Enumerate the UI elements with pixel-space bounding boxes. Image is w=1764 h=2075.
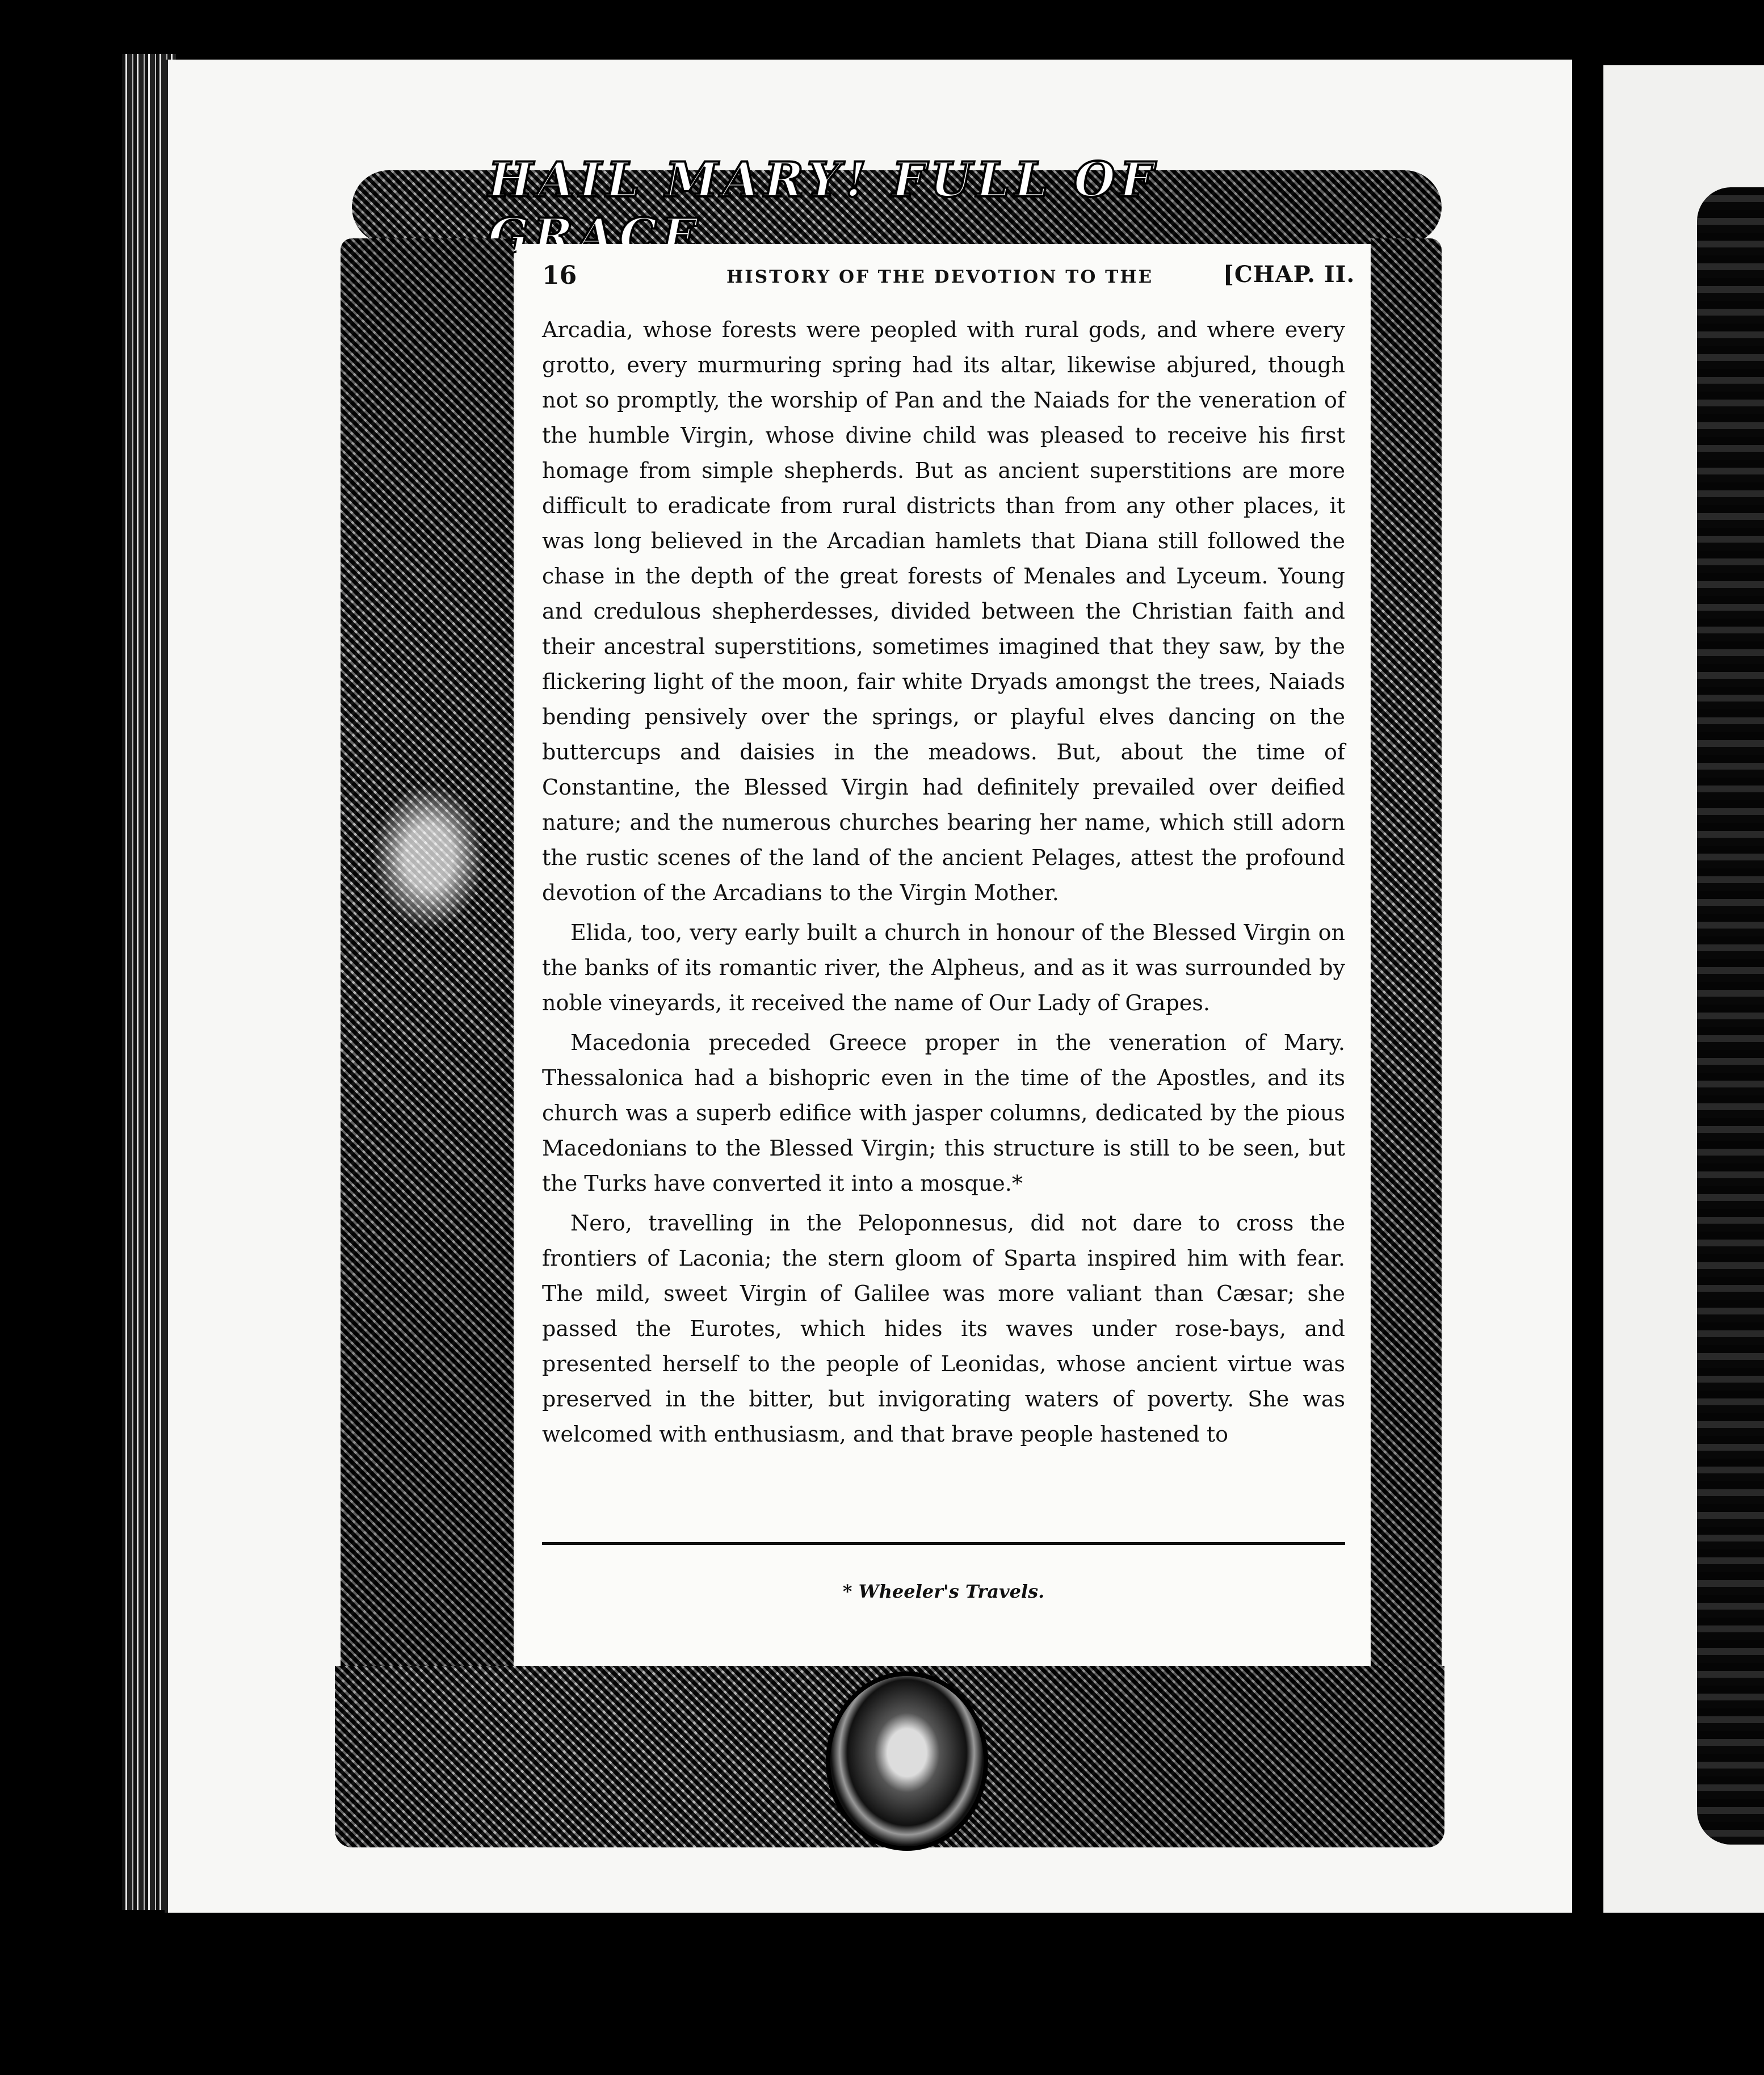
ornamental-left-border — [341, 238, 514, 1674]
virgin-figure-illustration — [372, 783, 485, 931]
paragraph: Nero, travelling in the Peloponnesus, did not dare to cross the frontiers of Laconia; the stern gloom of Sparta inspired him with fear. The mild, sweet Virgin of Galilee was more valiant than Cæsar; she passed the Eurotes, which hides its waves under rose-bays, and presented herself to the people of Leonidas, whose ancient virtue was preserved in the bitter, but invigorating waters of poverty. She was welcomed with enthusiasm, and that brave people hastened to — [542, 1211, 1345, 1447]
paragraph: Macedonia preceded Greece proper in the veneration of Mary. Thessalonica had a bishopric even in the time of the Apostles, and its church was a superb edifice with jasper columns, dedicated by the pious Macedonians to the Blessed Virgin; this structure is still to be seen, but the Turks have converted it into a mosque.* — [542, 1030, 1345, 1196]
page-number: 16 — [542, 261, 577, 290]
chapter-label: [CHAP. II. — [1223, 261, 1355, 288]
running-title: HISTORY OF THE DEVOTION TO THE — [726, 267, 1154, 287]
ornamental-right-border — [1371, 238, 1442, 1674]
paragraph: Arcadia, whose forests were peopled with rural gods, and where every grotto, every murmuring spring had its altar, likewise abjured, though not so promptly, the worship of Pan and the Naiads for the veneration of the humble Virgin, whose divine child was pleased to receive his first homage from simple shepherds. But as ancient superstitions are more difficult to eradicate from rural districts than from any other places, it was long believed in the Arcadian hamlets that Diana still followed the chase in the depth of the great forests of Menales and Lyceum. Young and credulous shepherdesses, divided between the Christian faith and their ancestral superstitions, sometimes imagined that they saw, by the flickering light of the moon, fair white Dryads amongst the trees, Naiads bending pensively over the springs, or playful elves dancing on the buttercups and daisies in the meadows. But, about the time of Constantine, the Blessed Virgin had definitely prevailed over deified nature; and the numerous churches bearing her name, which still adorn the rustic scenes of the land of the ancient Pelages, attest the profound devotion of the Arcadians to the Virgin Mother. — [542, 317, 1345, 905]
text-block — [516, 244, 1371, 1666]
footnote-divider — [542, 1542, 1345, 1545]
footnote: * Wheeler's Travels. — [842, 1581, 1045, 1602]
page-gutter — [1572, 60, 1603, 1913]
madonna-medallion-illustration — [826, 1671, 988, 1851]
paragraph: Elida, too, very early built a church in honour of the Blessed Virgin on the banks of its romantic river, the Alpheus, and as it was surrounded by noble vineyards, it received the name of Our Lady of Grapes. — [542, 920, 1345, 1015]
facing-page-ornament — [1697, 187, 1764, 1845]
banner-title — [488, 180, 1237, 234]
running-head — [516, 261, 1371, 301]
body-text — [542, 312, 1345, 1456]
